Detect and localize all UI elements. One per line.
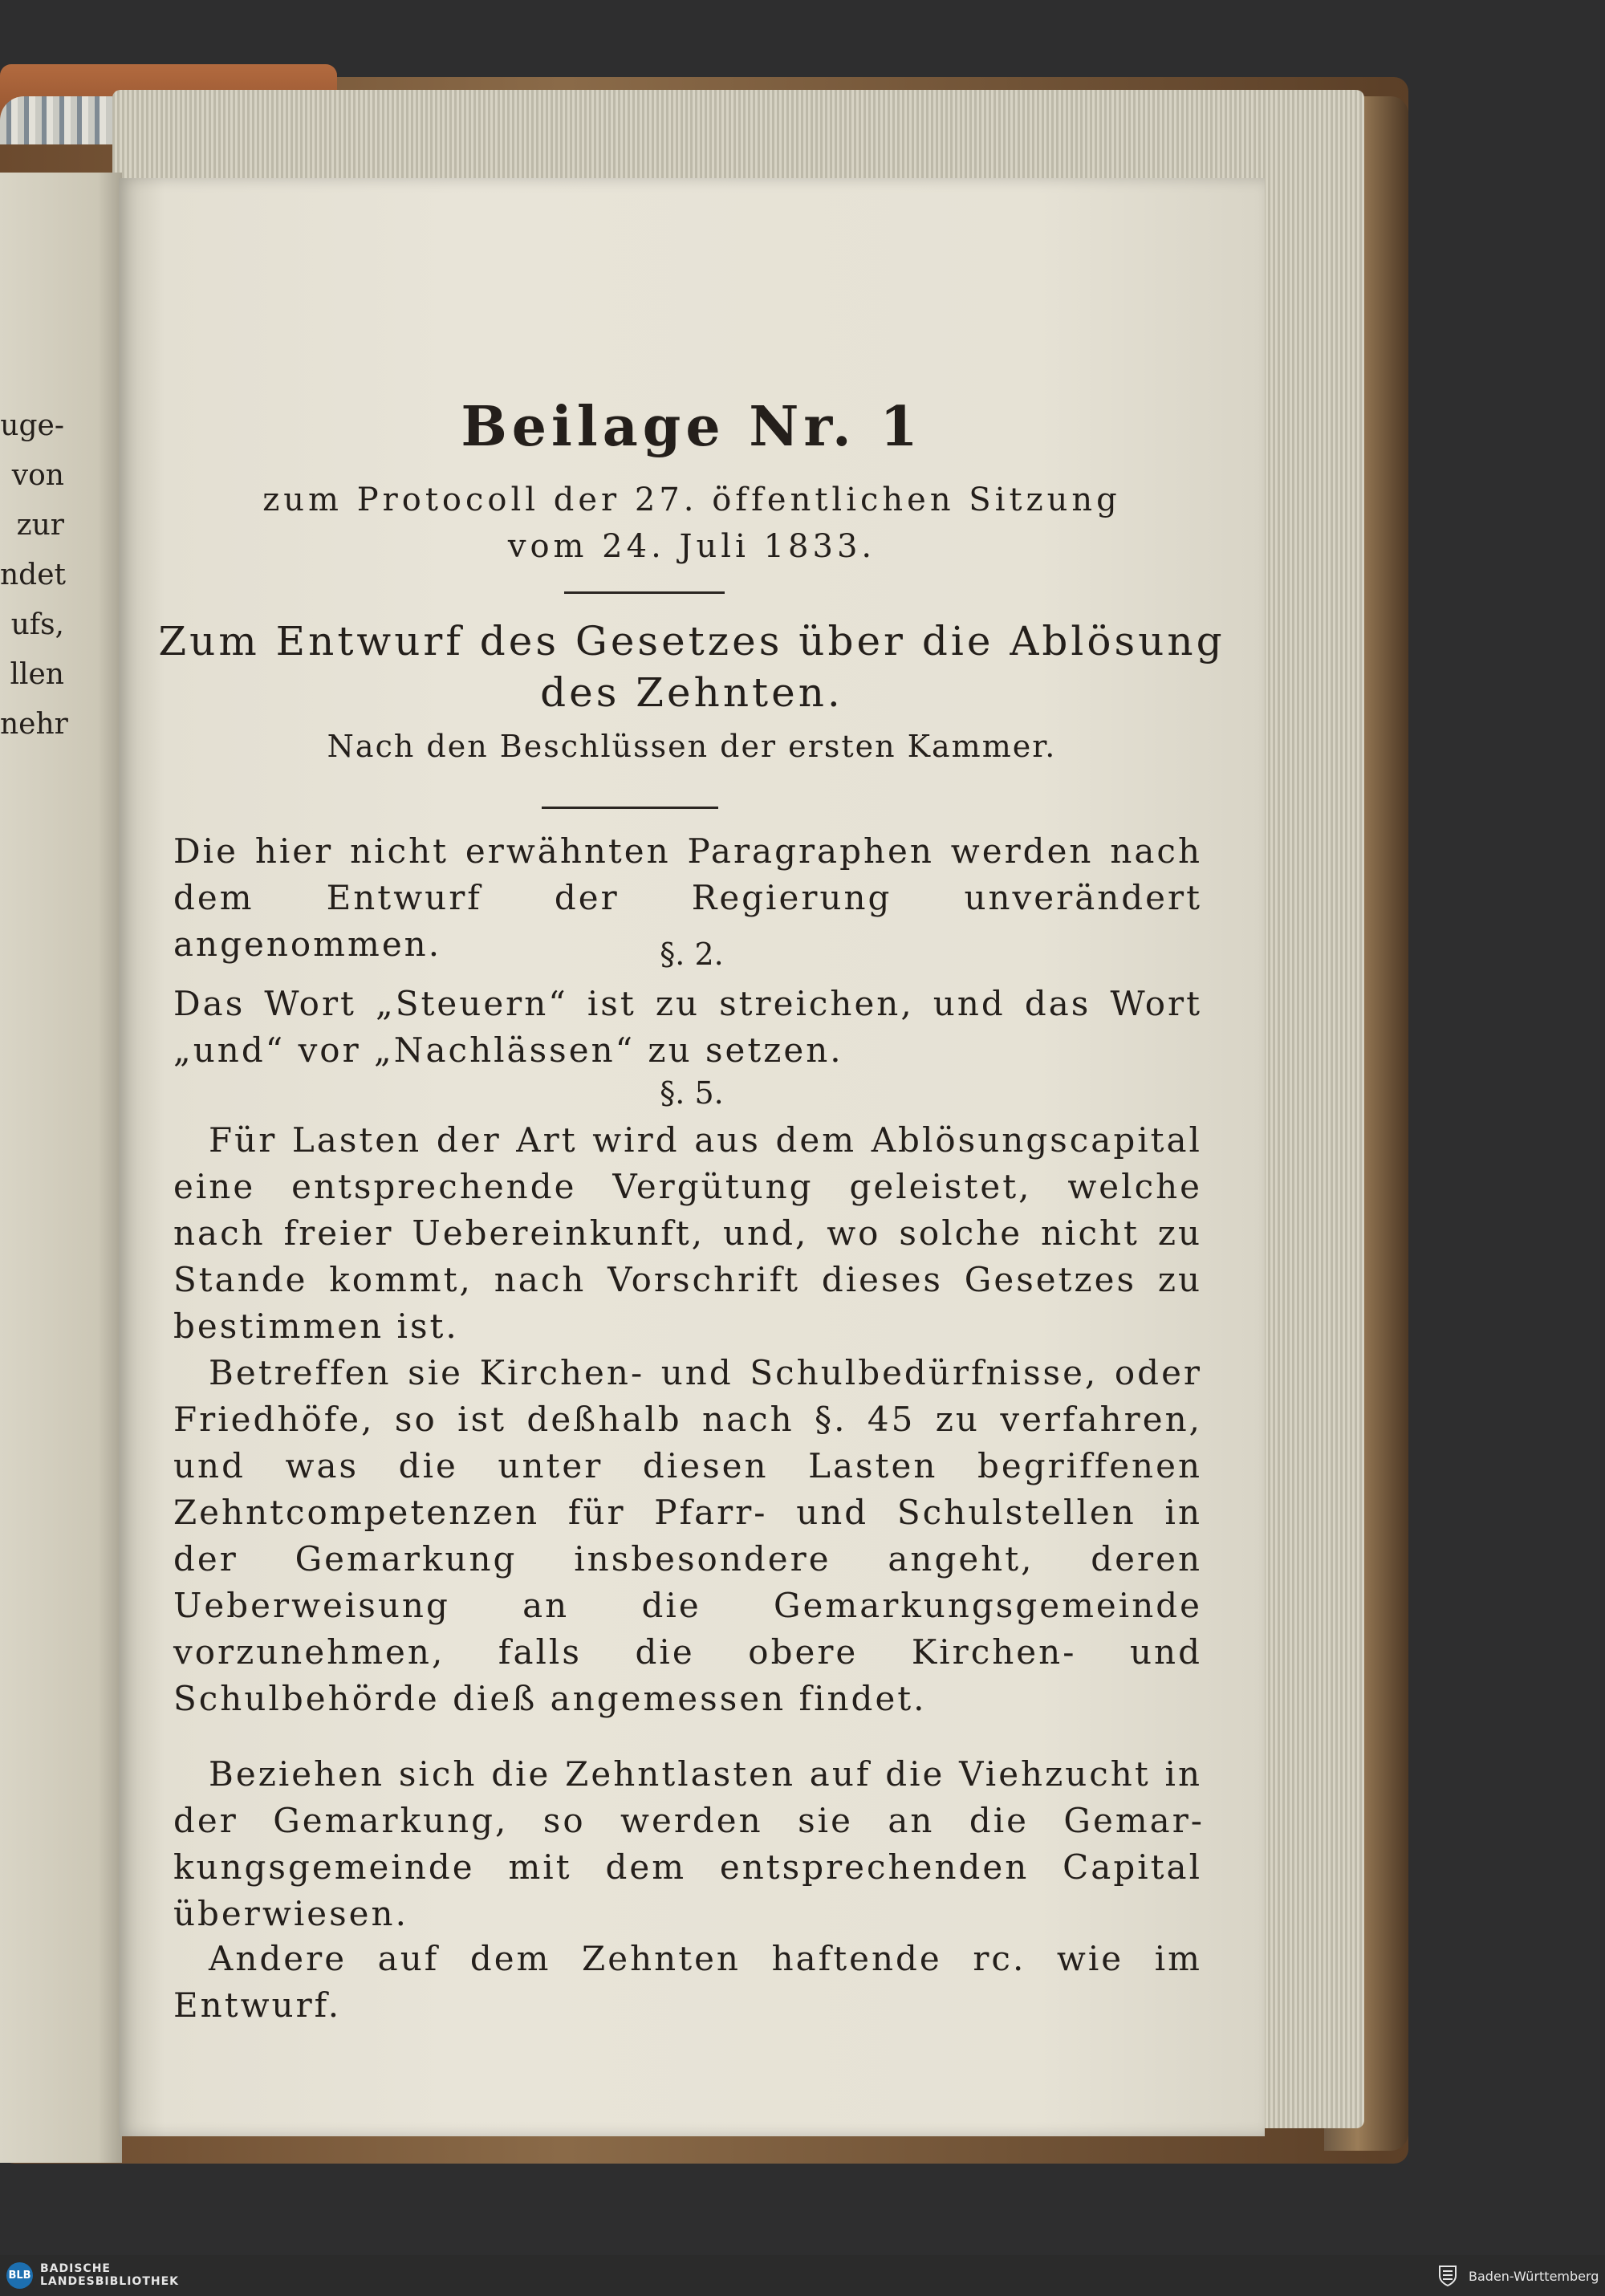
left-fragment: nehr [0, 708, 68, 741]
intro-paragraph: Die hier nicht erwähnten Paragraphen werden nach dem Entwurf der Regierung unverändert angenommen. [173, 831, 1202, 964]
blb-logo-icon[interactable]: BLB [6, 2262, 33, 2289]
divider-rule [564, 591, 725, 594]
subject-line-3: Nach den Beschlüssen der ersten Kammer. [327, 729, 1057, 764]
right-page [119, 178, 1265, 2136]
viewer-footer [0, 2255, 1605, 2296]
protocol-line: zum Protocoll der 27. öffentlichen Sitzung [262, 482, 1121, 518]
section-5-paragraph-4: Andere auf dem Zehnten haftende rc. wie im Entwurf. [173, 1939, 1202, 2025]
subject-line-1: Zum Entwurf des Gesetzes über die Ablösung [158, 618, 1225, 664]
section-5-paragraph-1: Für Lasten der Art wird aus dem Ablösungscapital eine entsprechende Vergütung geleistet, welche nach freier Uebereinkunft, und, wo solche nicht zu Stande kommt, nach Vorschrift dieses Gesetzes zu bestimmen ist. [173, 1120, 1202, 1346]
section-2-label: §. 2. [660, 937, 724, 972]
left-page-fragments [0, 401, 68, 750]
subject-line-2: des Zehnten. [540, 669, 843, 716]
left-fragment: von [11, 459, 64, 492]
library-name [40, 2262, 179, 2288]
date-line: vom 24. Juli 1833. [507, 528, 876, 565]
left-fragment: ndet [0, 559, 67, 591]
left-fragment: zur [16, 509, 64, 542]
left-fragment: ufs, [10, 608, 64, 641]
divider-rule [542, 807, 718, 809]
left-fragment: uge- [0, 409, 64, 442]
section-5-paragraph-2: Betreffen sie Kirchen- und Schulbedürfnisse, oder Friedhöfe, so ist deßhalb nach §. 45 zu verfahren, und was die unter diesen Lasten begriffenen Zehntcompetenzen für Pfarr- und Schulstellen in der Gemarkung insbesondere angeht, deren Ueberweisung an die Gemarkungsgemeinde vorzunehmen, falls die obere Kirchen- und Schulbehörde dieß angemessen findet. [173, 1353, 1202, 1718]
document-title: Beilage Nr. 1 [461, 395, 923, 459]
library-name-line-2: LANDESBIBLIOTHEK [40, 2275, 180, 2288]
section-5-label: §. 5. [660, 1075, 724, 1111]
section-5-paragraph-3: Beziehen sich die Zehntlasten auf die Viehzucht in der Gemarkung, so werden sie an die Gemarkungsgemeinde mit dem entsprechenden Capital überwiesen. [173, 1754, 1202, 1933]
section-2-text: Das Wort „Steuern“ ist zu streichen, und das Wort „und“ vor „Nachlässen“ zu setzen. [173, 984, 1202, 1070]
left-fragment: llen [10, 658, 64, 691]
state-label: Baden-Württemberg [1469, 2269, 1599, 2284]
baden-wuerttemberg-crest-icon[interactable] [1438, 2265, 1457, 2287]
library-name-line-1: BADISCHE [40, 2262, 111, 2275]
